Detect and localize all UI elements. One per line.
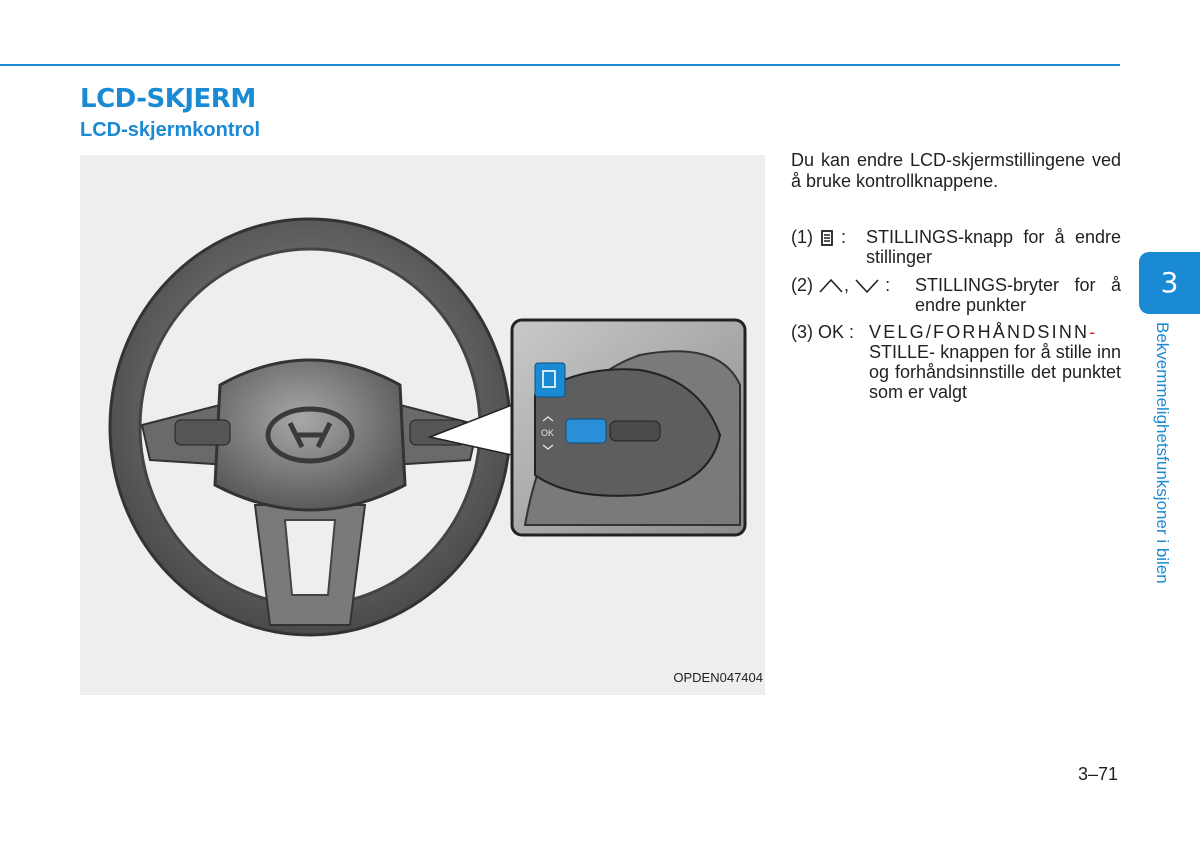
top-rule <box>0 64 1120 66</box>
chapter-title-text: Bekvemmelighetsfunksjoner i bilen <box>1153 322 1172 584</box>
item-separator: : <box>849 322 855 342</box>
item-text-hyphen: - <box>1089 322 1096 342</box>
item-number: (1) <box>791 227 813 247</box>
item-text-main: VELG/FORHÅNDSINN <box>869 322 1090 342</box>
ok-label: OK <box>541 428 555 438</box>
subsection-title: LCD-skjermkontrol <box>80 119 261 141</box>
item-text: STILLINGS-bryter for å endre punkter <box>915 275 1121 315</box>
intro-text: Du kan endre LCD-skjermstillingene ved å bruke kontrollknappene. <box>791 150 1121 191</box>
figure-code: OPDEN047404 <box>673 670 763 685</box>
chapter-title <box>1152 322 1176 612</box>
item-number: (3) OK <box>791 322 845 342</box>
steering-wheel-figure <box>80 155 765 695</box>
page-number: 3–71 <box>1078 764 1119 784</box>
item-separator: : <box>885 275 891 295</box>
section-title: LCD-SKJERM <box>80 84 256 114</box>
chapter-number-tab: 3 <box>1139 252 1200 314</box>
move-scroll-switch <box>566 419 606 443</box>
mode-button-icon <box>818 229 836 247</box>
item-text: STILLINGS-knapp for å endre stillinger <box>866 227 1121 267</box>
mode-button <box>535 363 565 397</box>
steering-wheel-illustration <box>80 155 765 695</box>
item-text-rest: STILLE- knappen for å stille inn og forhåndsinnstille det punktet som er valgt <box>869 342 1121 402</box>
chevron-down-icon <box>854 277 880 295</box>
item-number: (2) <box>791 275 813 295</box>
item-separator: : <box>841 227 847 247</box>
chevron-up-icon <box>818 277 844 295</box>
item-comma: , <box>844 275 850 295</box>
